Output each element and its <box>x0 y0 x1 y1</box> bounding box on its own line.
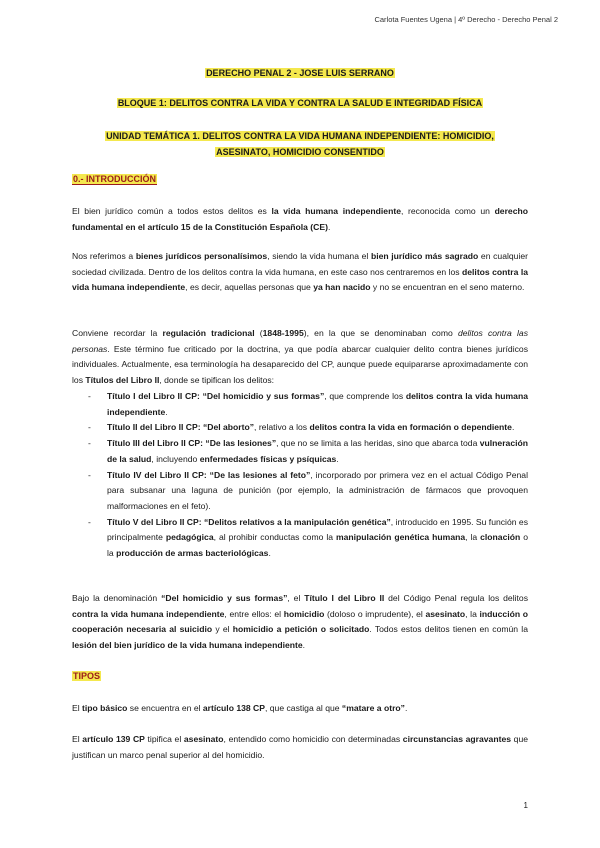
paragraph-3: Conviene recordar la regulación tradicional (1848-1995), en la que se denominaban como delitos contra las personas. Este término fue criticado por la doctrina, ya que podía abarcar cualquier delito contra bienes jurídicos individuales. Actualmente, esa terminología ha desaparecido del CP, aunque puede equipararse aproximadamente con los Títulos del Libro II, donde se tipifican los delitos: <box>72 328 528 386</box>
page-header: Carlota Fuentes Ugena | 4º Derecho - Derecho Penal 2 <box>374 15 558 24</box>
list-item: - Título V del Libro II CP: “Delitos relativos a la manipulación genética”, introducido en 1995. Su función es principalmente pedagógica, al prohibir conductas como la manipulación genética humana, la clonación o la producción de armas bacteriológicas. <box>88 516 528 559</box>
page-number: 1 <box>523 801 528 810</box>
paragraph-4: Bajo la denominación “Del homicidio y sus formas”, el Título I del Libro II del Código Penal regula los delitos contra la vida humana independiente, entre ellos: el homicidio (doloso o imprudente), el asesinato, la inducción o cooperación necesaria al suicidio y el homicidio a petición o solicitado. Todos estos delitos tienen en común la lesión del bien jurídico de la vida humana independiente. <box>72 593 528 651</box>
titles-list <box>72 389 528 562</box>
unit-title: UNIDAD TEMÁTICA 1. DELITOS CONTRA LA VIDA HUMANA INDEPENDIENTE: HOMICIDIO, ASESINATO, HOMICIDIO CONSENTIDO <box>106 131 494 157</box>
list-item: - Título IV del Libro II CP: “De las lesiones al feto”, incorporado por primera vez en el actual Código Penal para subsanar una laguna de punición (por ejemplo, la administración de fármacos que provoquen malformaciones en el feto). <box>88 469 528 511</box>
section-heading-intro: 0.- INTRODUCCIÓN <box>73 174 156 184</box>
paragraph-6: El artículo 139 CP tipifica el asesinato, entendido como homicidio con determinadas circunstancias agravantes que justifican un marco penal superior al del homicidio. <box>72 734 528 760</box>
paragraph-5: El tipo básico se encuentra en el artículo 138 CP, que castiga al que “matare a otro”. <box>72 703 408 713</box>
paragraph-2: Nos referimos a bienes jurídicos personalísimos, siendo la vida humana el bien jurídico más sagrado en cualquier sociedad civilizada. Dentro de los delitos contra la vida humana, en este caso nos centraremos en los delitos contra la vida humana independiente, es decir, aquellas personas que ya han nacido y no se encuentran en el seno materno. <box>72 251 528 293</box>
paragraph-1: El bien jurídico común a todos estos delitos es la vida humana independiente, reconocida como un derecho fundamental en el artículo 15 de la Constitución Española (CE). <box>72 206 528 232</box>
list-item: - Título III del Libro II CP: “De las lesiones”, que no se limita a las heridas, sino que abarca toda vulneración de la salud, incluyendo enfermedades físicas y psíquicas. <box>88 438 528 464</box>
section-heading-tipos: TIPOS <box>73 671 101 681</box>
course-title: DERECHO PENAL 2 - JOSE LUIS SERRANO <box>206 68 394 78</box>
list-item: - Título I del Libro II CP: “Del homicidio y sus formas”, que comprende los delitos contra la vida humana independiente. <box>88 391 528 417</box>
block-title: BLOQUE 1: DELITOS CONTRA LA VIDA Y CONTRA LA SALUD E INTEGRIDAD FÍSICA <box>117 98 483 108</box>
list-item: - Título II del Libro II CP: “Del aborto”, relativo a los delitos contra la vida en formación o dependiente. <box>88 422 515 433</box>
